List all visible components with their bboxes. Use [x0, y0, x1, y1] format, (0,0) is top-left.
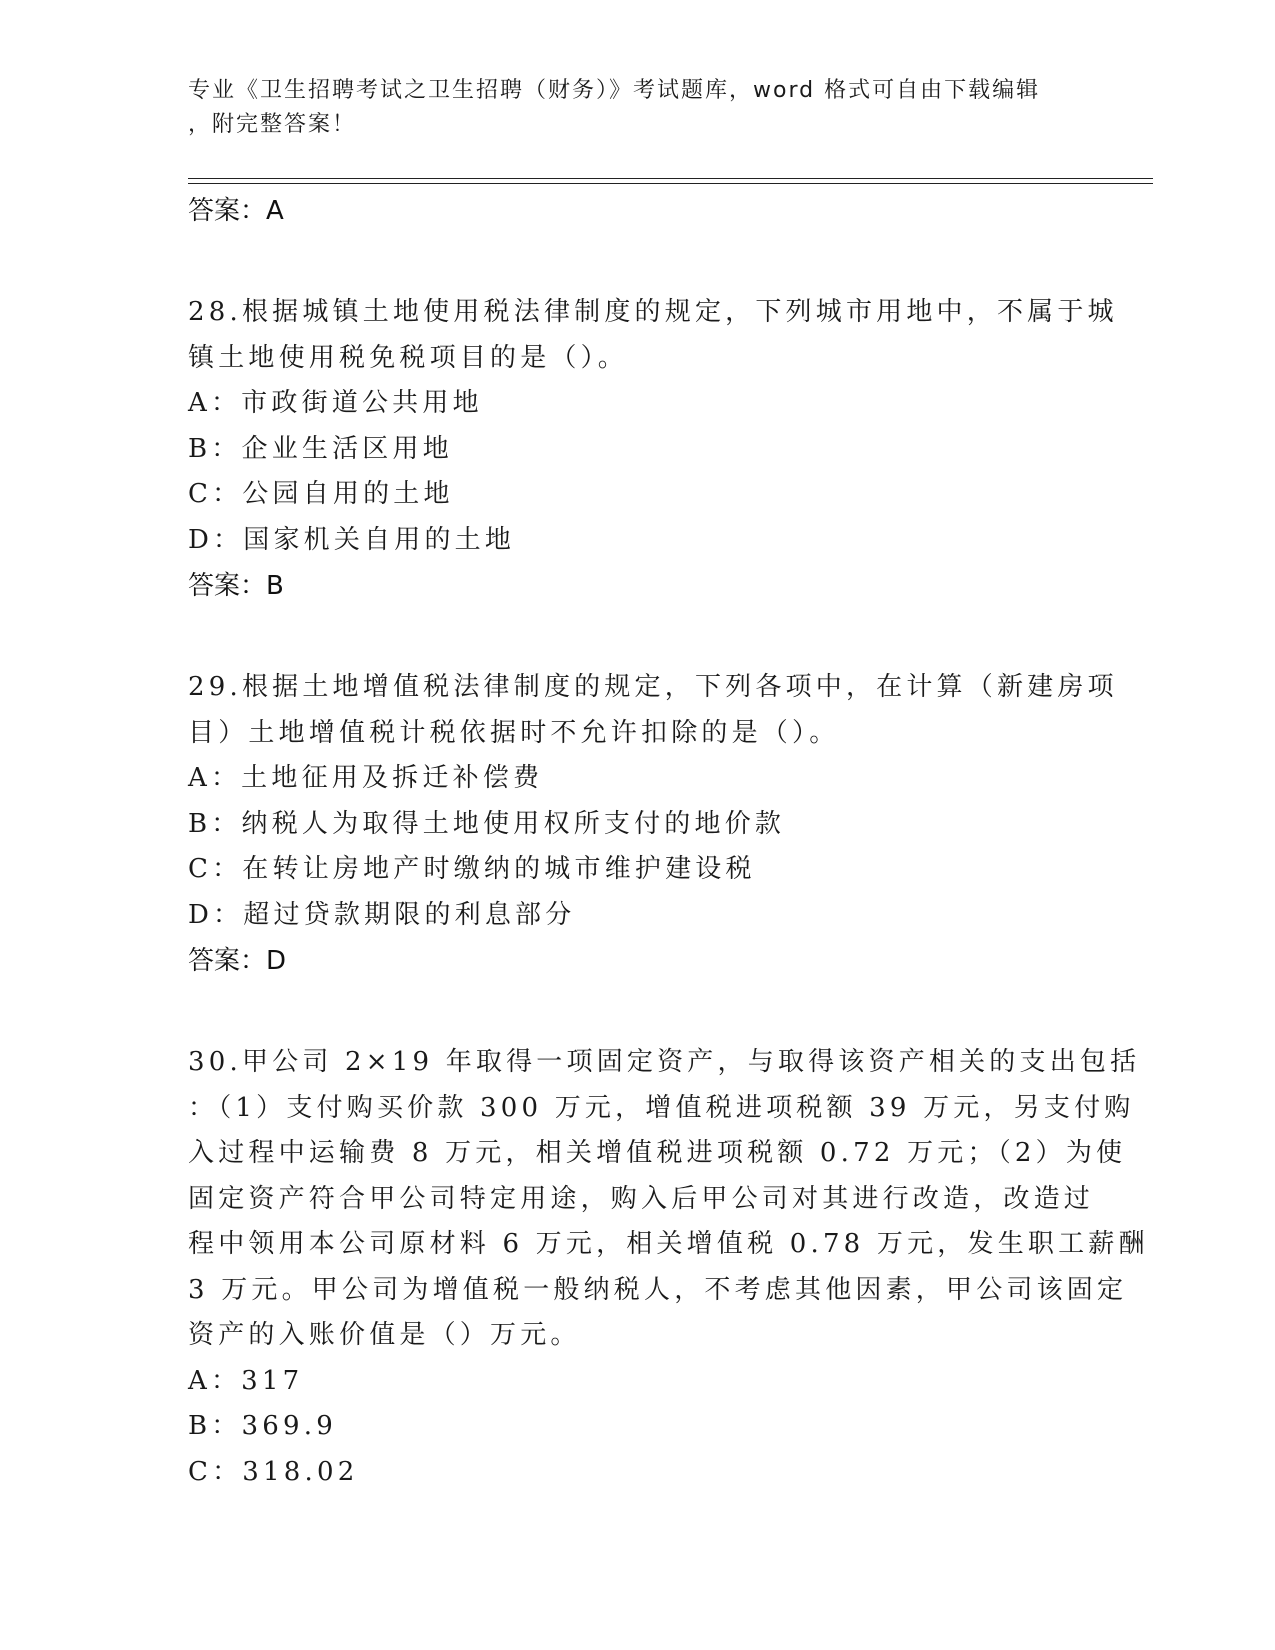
option-c: C：318.02	[188, 1456, 359, 1487]
option-d: D：国家机关自用的土地	[188, 524, 516, 555]
answer-text: 答案：D	[188, 946, 287, 976]
question-line: 资产的入账价值是（）万元。	[188, 1320, 581, 1350]
option-a: A：市政街道公共用地	[188, 388, 483, 418]
question-text	[188, 290, 1118, 381]
header-line-2: ，附完整答案！	[188, 112, 357, 137]
question-line: 入过程中运输费 8 万元，相关增值税进项税额 0.72 万元；（2）为使	[188, 1138, 1127, 1168]
question-line: 目）土地增值税计税依据时不允许扣除的是（）。	[188, 717, 840, 748]
question-text	[188, 1040, 1149, 1359]
option-b: B：369.9	[188, 1411, 337, 1441]
answer-text: 答案：A	[188, 196, 284, 226]
question-29	[188, 665, 1118, 984]
document-header	[188, 74, 1088, 142]
question-line: 镇土地使用税免税项目的是（）。	[188, 342, 629, 373]
header-rule-top	[188, 178, 1153, 179]
option-d: D：超过贷款期限的利息部分	[188, 899, 576, 930]
question-line: 程中领用本公司原材料 6 万元，相关增值税 0.78 万元，发生职工薪酬	[188, 1229, 1149, 1259]
document-body	[188, 188, 1149, 1495]
answer-text: 答案：B	[188, 571, 284, 601]
option-b: B：纳税人为取得土地使用权所支付的地价款	[188, 808, 786, 839]
option-a: A：317	[188, 1365, 304, 1396]
header-line-1: 专业《卫生招聘考试之卫生招聘（财务）》考试题库，word 格式可自由下载编辑	[188, 78, 1041, 103]
question-line: 28.根据城镇土地使用税法律制度的规定，下列城市用地中，不属于城	[188, 297, 1118, 327]
question-28	[188, 290, 1118, 609]
option-c: C：公园自用的土地	[188, 479, 454, 509]
question-line: 29.根据土地增值税法律制度的规定，下列各项中，在计算（新建房项	[188, 672, 1118, 702]
option-a: A：土地征用及拆迁补偿费	[188, 763, 544, 793]
question-text	[188, 665, 1118, 756]
question-line: ：（1）支付购买价款 300 万元，增值税进项税额 39 万元，另支付购	[188, 1092, 1135, 1123]
question-line: 30.甲公司 2×19 年取得一项固定资产，与取得该资产相关的支出包括	[188, 1047, 1141, 1077]
question-line: 3 万元。甲公司为增值税一般纳税人，不考虑其他因素，甲公司该固定	[188, 1274, 1128, 1305]
question-30	[188, 1040, 1149, 1495]
option-c: C：在转让房地产时缴纳的城市维护建设税	[188, 854, 756, 884]
question-line: 固定资产符合甲公司特定用途，购入后甲公司对其进行改造，改造过	[188, 1183, 1095, 1214]
option-b: B：企业生活区用地	[188, 433, 453, 464]
header-rule-bottom	[188, 183, 1153, 184]
